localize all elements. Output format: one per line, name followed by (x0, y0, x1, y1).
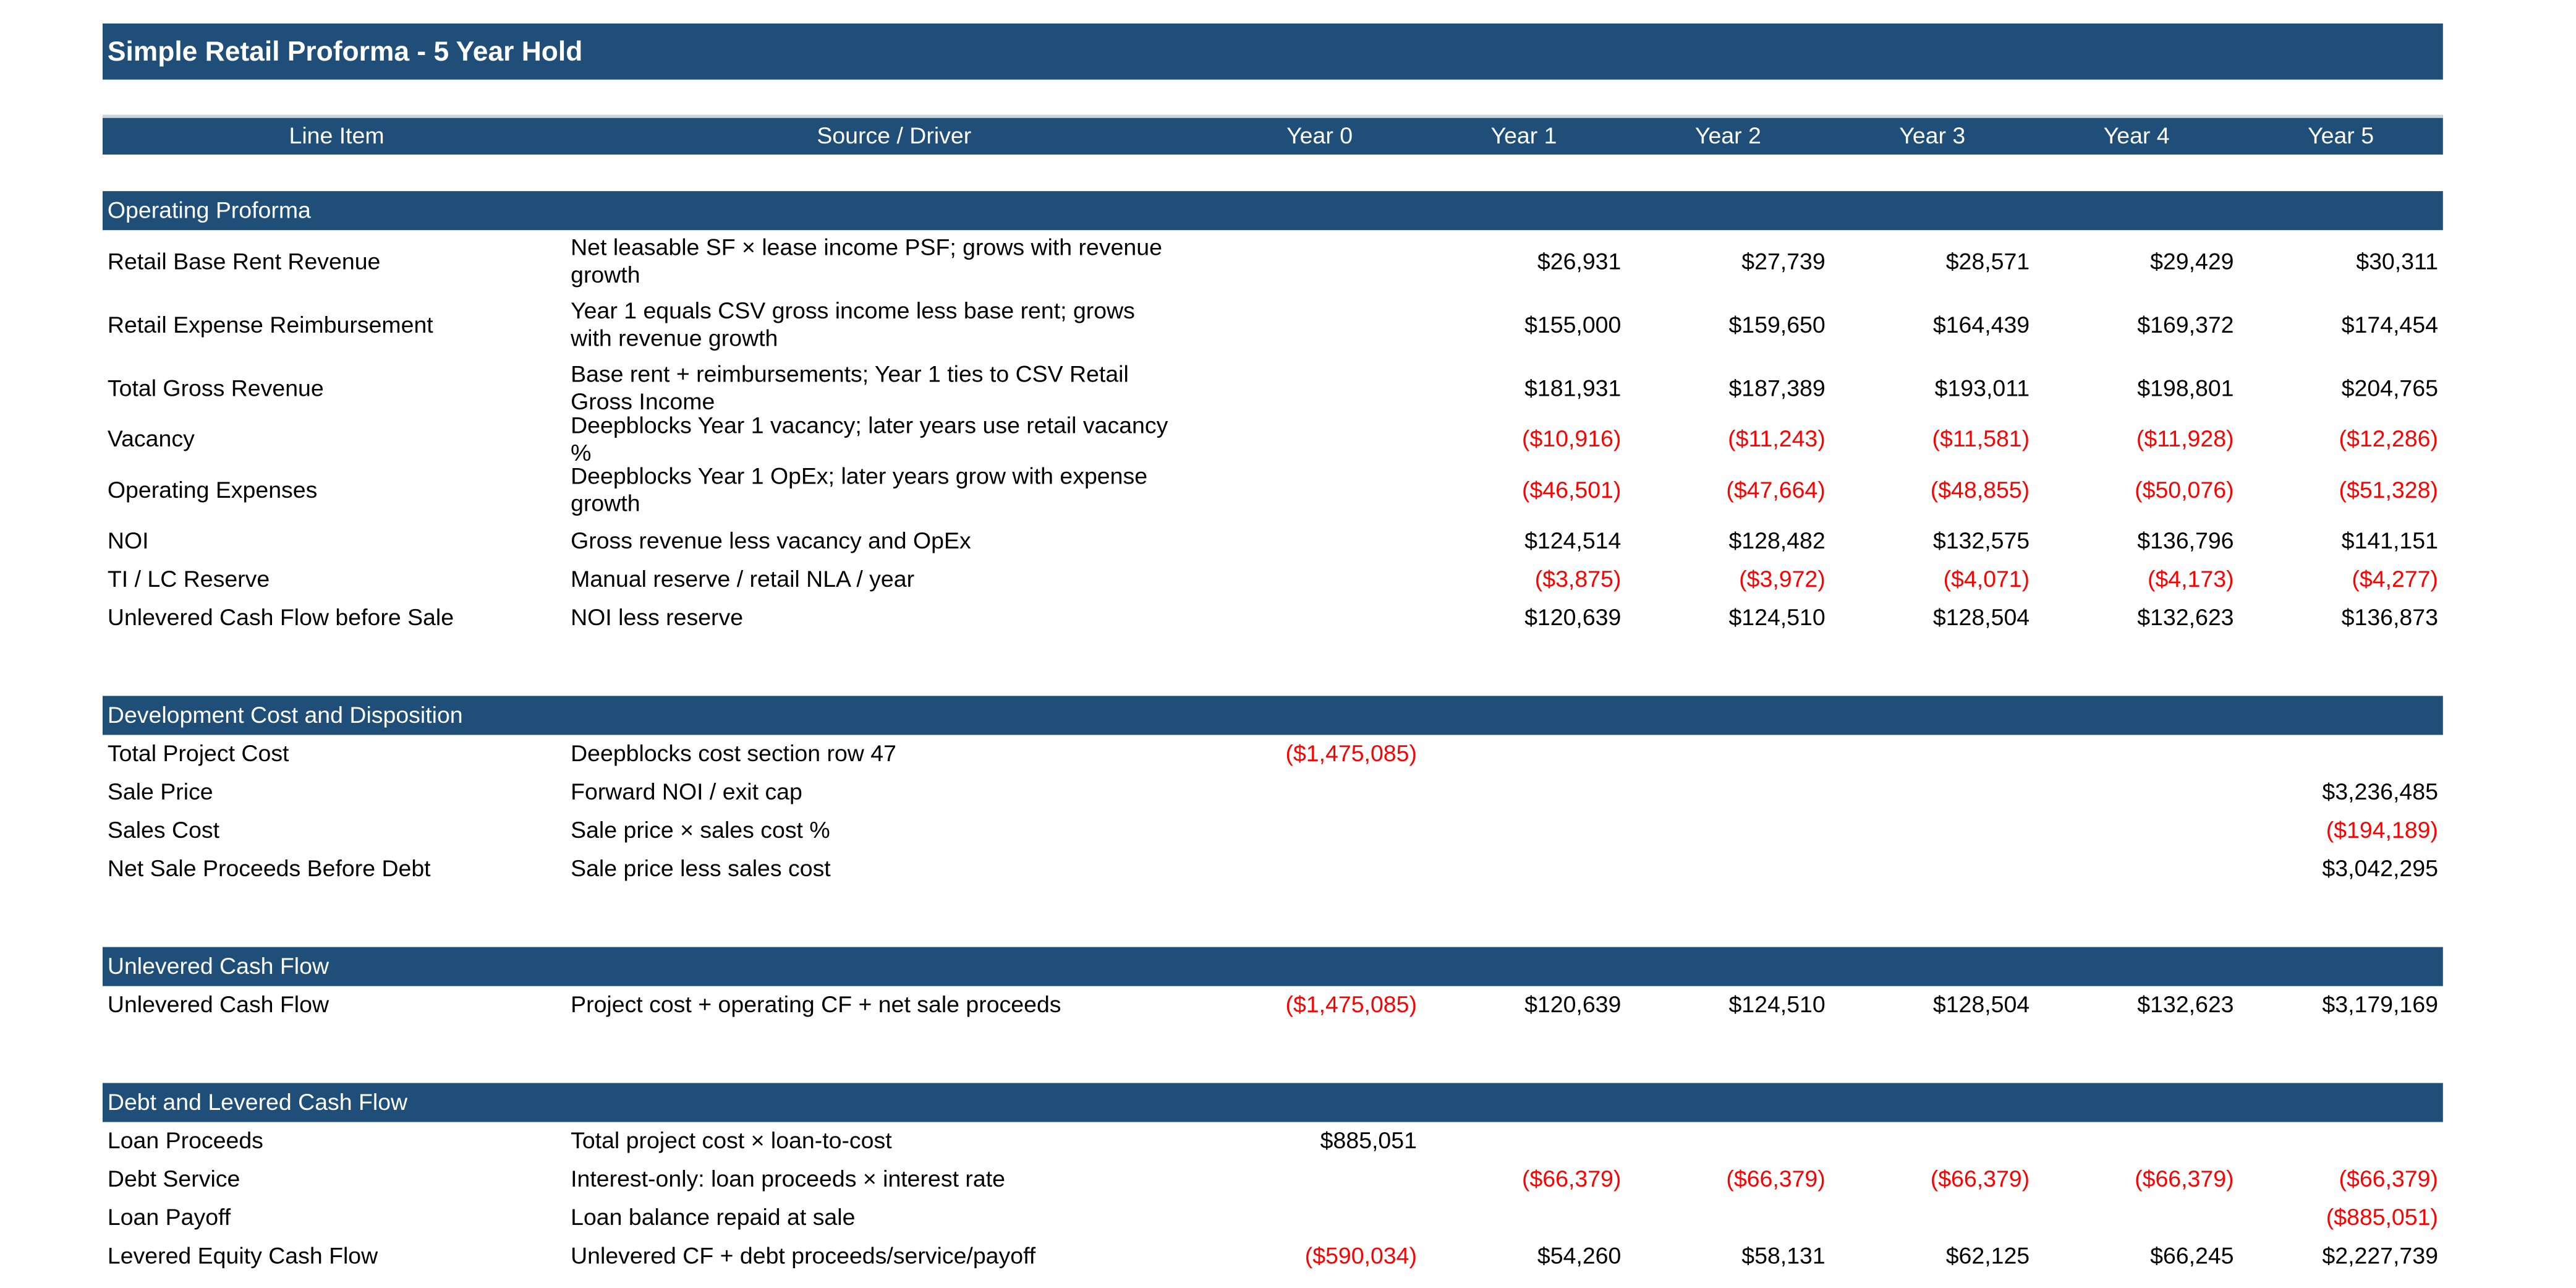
section-header: Unlevered Cash Flow (103, 947, 2443, 986)
column-header-year-1: Year 1 (1490, 123, 1557, 150)
source-driver-text: Forward NOI / exit cap (571, 779, 802, 805)
line-item-label: TI / LC Reserve (107, 566, 270, 592)
table-row (103, 812, 2443, 850)
table-row (103, 774, 2443, 812)
value-year-5: ($12,286) (2339, 426, 2438, 453)
value-year-5: $141,151 (2341, 528, 2438, 554)
table-row (103, 735, 2443, 774)
source-driver-text: Deepblocks Year 1 OpEx; later years grow with expense growth (571, 463, 1148, 517)
value-year-1: $26,931 (1537, 249, 1622, 275)
table-row (103, 230, 2443, 294)
table-row (103, 850, 2443, 889)
value-year-5: ($4,277) (2352, 566, 2438, 592)
table-row (103, 1122, 2443, 1161)
table-row (103, 412, 2443, 466)
line-item-label: Sales Cost (107, 817, 220, 844)
proforma-body (103, 155, 2443, 1276)
value-year-3: $132,575 (1932, 528, 2030, 554)
value-year-1: ($10,916) (1521, 426, 1622, 453)
value-year-0: ($590,034) (1304, 1243, 1417, 1269)
line-item-label: Loan Payoff (107, 1205, 231, 1231)
line-item-label: Sale Price (107, 779, 213, 805)
table-row (103, 1199, 2443, 1237)
source-driver-text: Interest-only: loan proceeds × interest rate (571, 1166, 1005, 1192)
table-row (103, 522, 2443, 560)
table-row (103, 294, 2443, 357)
value-year-2: $27,739 (1741, 249, 1826, 275)
value-year-2: $58,131 (1741, 1243, 1826, 1269)
table-row (103, 599, 2443, 638)
value-year-4: $132,623 (2137, 605, 2234, 631)
line-item-label: Retail Expense Reimbursement (107, 312, 433, 338)
line-item-label: Vacancy (107, 426, 195, 453)
source-driver-text: Loan balance repaid at sale (571, 1205, 856, 1231)
section-header: Development Cost and Disposition (103, 696, 2443, 735)
value-year-4: ($4,173) (2147, 566, 2234, 592)
source-driver-text: Gross revenue less vacancy and OpEx (571, 528, 971, 554)
value-year-5: ($66,379) (2339, 1166, 2438, 1192)
table-row (103, 986, 2443, 1025)
value-year-2: $187,389 (1728, 375, 1826, 401)
value-year-3: $62,125 (1945, 1243, 2030, 1269)
value-year-1: ($66,379) (1521, 1166, 1622, 1192)
table-row (103, 1237, 2443, 1276)
value-year-2: ($3,972) (1739, 566, 1826, 592)
value-year-3: $28,571 (1945, 249, 2030, 275)
column-header-year-3: Year 3 (1899, 123, 1966, 150)
column-header-year-5: Year 5 (2308, 123, 2374, 150)
value-year-3: $128,504 (1932, 992, 2030, 1018)
column-header-line-item: Line Item (289, 123, 385, 150)
source-driver-text: Base rent + reimbursements; Year 1 ties to CSV Retail Gross Income (571, 362, 1129, 415)
value-year-2: $159,650 (1728, 312, 1826, 338)
source-driver-text: Deepblocks Year 1 vacancy; later years use retail vacancy % (571, 412, 1168, 466)
value-year-4: $66,245 (2150, 1243, 2234, 1269)
value-year-5: $2,227,739 (2322, 1243, 2438, 1269)
value-year-3: $164,439 (1932, 312, 2030, 338)
line-item-label: Net Sale Proceeds Before Debt (107, 856, 431, 882)
source-driver-text: Total project cost × loan-to-cost (571, 1128, 892, 1154)
source-driver-text: Deepblocks cost section row 47 (571, 741, 896, 767)
value-year-5: $204,765 (2341, 375, 2438, 401)
source-driver-text: NOI less reserve (571, 605, 744, 631)
value-year-5: $174,454 (2341, 312, 2438, 338)
line-item-label: Unlevered Cash Flow before Sale (107, 605, 454, 631)
value-year-0: ($1,475,085) (1285, 992, 1417, 1018)
line-item-label: Total Gross Revenue (107, 375, 324, 401)
value-year-4: ($50,076) (2135, 477, 2234, 503)
section-header: Debt and Levered Cash Flow (103, 1083, 2443, 1122)
line-item-label: Operating Expenses (107, 477, 318, 503)
value-year-3: ($66,379) (1930, 1166, 2030, 1192)
source-driver-text: Unlevered CF + debt proceeds/service/payoff (571, 1243, 1036, 1269)
value-year-1: $124,514 (1524, 528, 1622, 554)
column-header-year-0: Year 0 (1286, 123, 1353, 150)
column-header-source: Source / Driver (817, 123, 972, 150)
value-year-3: $193,011 (1934, 375, 2030, 401)
line-item-label: Total Project Cost (107, 741, 289, 767)
source-driver-text: Sale price × sales cost % (571, 817, 830, 844)
table-row (103, 1161, 2443, 1199)
column-header-year-4: Year 4 (2103, 123, 2170, 150)
value-year-4: $169,372 (2137, 312, 2234, 338)
value-year-3: ($48,855) (1930, 477, 2030, 503)
source-driver-text: Net leasable SF × lease income PSF; grows with revenue growth (571, 235, 1162, 288)
column-header-row (103, 115, 2443, 155)
line-item-label: NOI (107, 528, 149, 554)
proforma-sheet (103, 23, 2443, 1276)
value-year-3: $128,504 (1932, 605, 2030, 631)
source-driver-text: Manual reserve / retail NLA / year (571, 566, 915, 592)
value-year-1: $155,000 (1524, 312, 1622, 338)
value-year-2: ($47,664) (1726, 477, 1826, 503)
value-year-3: ($4,071) (1943, 566, 2030, 592)
table-row (103, 561, 2443, 599)
value-year-2: $128,482 (1728, 528, 1826, 554)
value-year-4: ($66,379) (2135, 1166, 2234, 1192)
value-year-4: $132,623 (2137, 992, 2234, 1018)
value-year-4: $198,801 (2137, 375, 2234, 401)
value-year-2: ($66,379) (1726, 1166, 1826, 1192)
value-year-0: $885,051 (1320, 1128, 1417, 1154)
line-item-label: Loan Proceeds (107, 1128, 263, 1154)
value-year-1: $181,931 (1524, 375, 1622, 401)
value-year-4: $136,796 (2137, 528, 2234, 554)
value-year-2: ($11,243) (1728, 426, 1826, 453)
value-year-5: ($194,189) (2326, 817, 2438, 844)
value-year-2: $124,510 (1728, 605, 1826, 631)
value-year-5: $3,042,295 (2322, 856, 2438, 882)
line-item-label: Unlevered Cash Flow (107, 992, 329, 1018)
source-driver-text: Year 1 equals CSV gross income less base rent; grows with revenue growth (571, 298, 1135, 352)
value-year-5: $30,311 (2356, 249, 2438, 275)
sheet-title: Simple Retail Proforma - 5 Year Hold (103, 23, 2443, 80)
value-year-5: ($51,328) (2339, 477, 2438, 503)
line-item-label: Levered Equity Cash Flow (107, 1243, 378, 1269)
value-year-4: ($11,928) (2136, 426, 2234, 453)
value-year-2: $124,510 (1728, 992, 1826, 1018)
value-year-1: $54,260 (1537, 1243, 1622, 1269)
line-item-label: Debt Service (107, 1166, 240, 1192)
value-year-3: ($11,581) (1932, 426, 2030, 453)
section-header: Operating Proforma (103, 191, 2443, 230)
value-year-1: $120,639 (1524, 992, 1622, 1018)
line-item-label: Retail Base Rent Revenue (107, 249, 381, 275)
value-year-0: ($1,475,085) (1285, 741, 1417, 767)
table-row (103, 459, 2443, 522)
table-row (103, 357, 2443, 420)
value-year-5: $3,236,485 (2322, 779, 2438, 805)
value-year-5: ($885,051) (2326, 1205, 2438, 1231)
value-year-5: $136,873 (2341, 605, 2438, 631)
value-year-1: ($3,875) (1534, 566, 1622, 592)
value-year-4: $29,429 (2150, 249, 2234, 275)
value-year-1: $120,639 (1524, 605, 1622, 631)
source-driver-text: Sale price less sales cost (571, 856, 831, 882)
value-year-5: $3,179,169 (2322, 992, 2438, 1018)
source-driver-text: Project cost + operating CF + net sale proceeds (571, 992, 1061, 1018)
column-header-year-2: Year 2 (1694, 123, 1761, 150)
value-year-1: ($46,501) (1521, 477, 1622, 503)
